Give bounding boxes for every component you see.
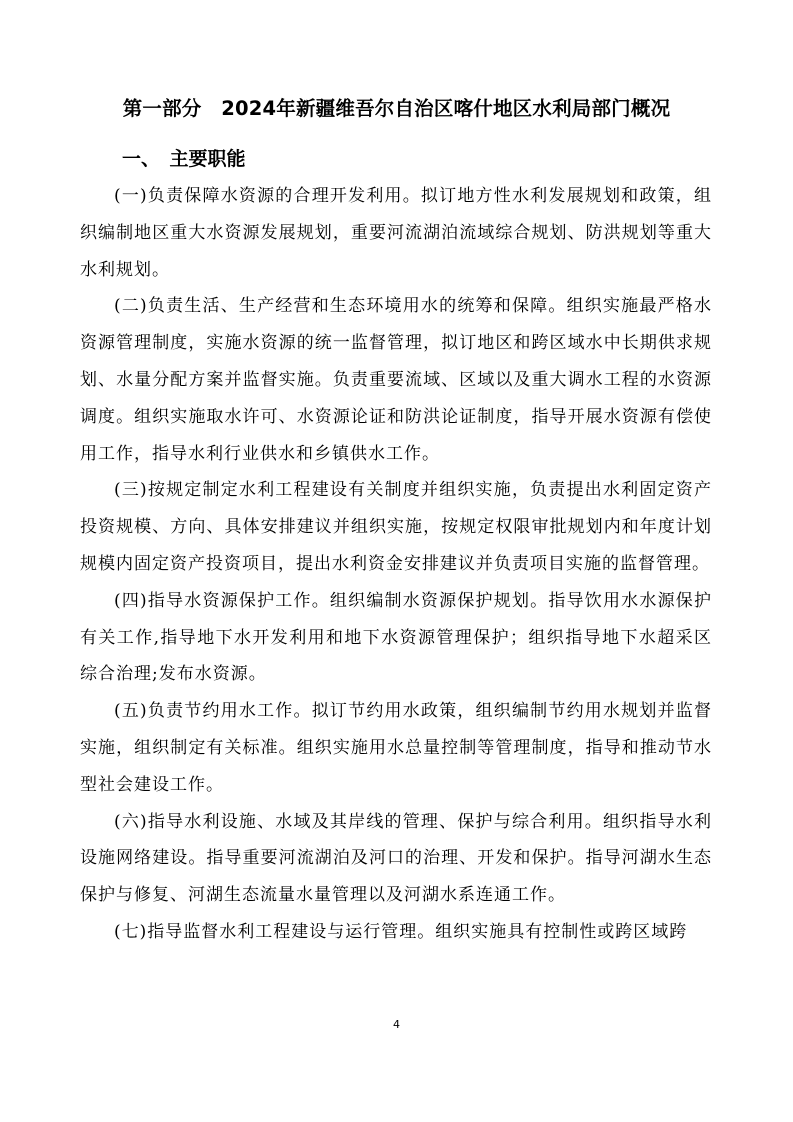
paragraph-3: (三)按规定制定水利工程建设有关制度并组织实施，负责提出水利固定资产投资规模、方向、具体安排建议并组织实施，按规定权限审批规划内和年度计划规模内固定资产投资项目，提出水利资金安排建议并负责项目实施的监督管理。 bbox=[80, 480, 712, 574]
paragraph-4: (四)指导水资源保护工作。组织编制水资源保护规划。指导饮用水水源保护有关工作,指导地下水开发利用和地下水资源管理保护；组织指导地下水超采区综合治理;发布水资源。 bbox=[80, 590, 712, 685]
paragraph-1: (一)负责保障水资源的合理开发利用。拟订地方性水利发展规划和政策，组织编制地区重大水资源发展规划，重要河流湖泊流域综合规划、防洪规划等重大水利规划。 bbox=[80, 186, 712, 280]
section-heading: 一、 主要职能 bbox=[122, 148, 246, 170]
document-title: 第一部分 2024年新疆维吾尔自治区喀什地区水利局部门概况 bbox=[122, 97, 671, 120]
paragraph-5: (五)负责节约用水工作。拟订节约用水政策，组织编制节约用水规划并监督实施，组织制定有关标准。组织实施用水总量控制等管理制度，指导和推动节水型社会建设工作。 bbox=[80, 701, 712, 795]
paragraph-6: (六)指导水利设施、水域及其岸线的管理、保护与综合利用。组织指导水利设施网络建设。指导重要河流湖泊及河口的治理、开发和保护。指导河湖水生态保护与修复、河湖生态流量水量管理以及河湖水系连通工作。 bbox=[80, 811, 712, 906]
paragraph-7: (七)指导监督水利工程建设与运行管理。组织实施具有控制性或跨区域跨 bbox=[114, 921, 688, 942]
paragraph-2: (二)负责生活、生产经营和生态环境用水的统筹和保障。组织实施最严格水资源管理制度，实施水资源的统一监督管理，拟订地区和跨区域水中长期供求规划、水量分配方案并监督实施。负责重要流域、区域以及重大调水工程的水资源调度。组织实施取水许可、水资源论证和防洪论证制度，指导开展水资源有偿使用工作，指导水利行业供水和乡镇供水工作。 bbox=[80, 296, 712, 464]
page-number: 4 bbox=[393, 1018, 400, 1031]
body-text bbox=[80, 178, 712, 951]
